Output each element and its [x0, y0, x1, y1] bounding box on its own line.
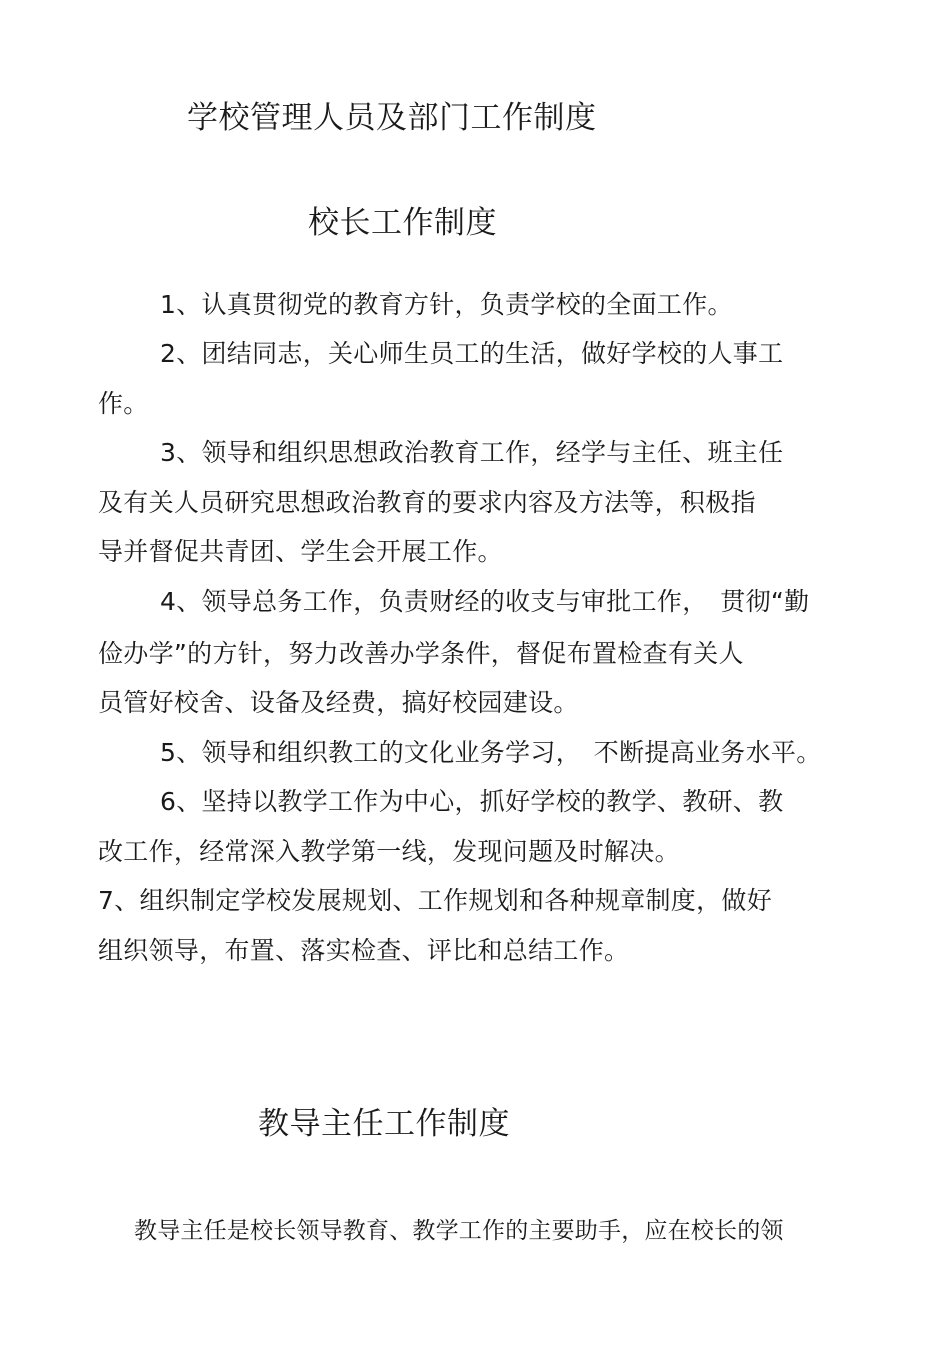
dean-intro-paragraph: 教导主任是校长领导教育、教学工作的主要助手，应在校长的领 [134, 1218, 784, 1244]
section-heading-dean: 教导主任工作制度 [258, 1106, 510, 1142]
rule-line: 及有关人员研究思想政治教育的要求内容及方法等，积极指 [98, 488, 756, 517]
rule-line: 改工作，经常深入教学第一线，发现问题及时解决。 [98, 837, 680, 866]
rule-line: 7、组织制定学校发展规划、工作规划和各种规章制度，做好 [98, 886, 773, 915]
rule-line: 作。 [98, 389, 149, 418]
rule-line: 导并督促共青团、学生会开展工作。 [98, 537, 503, 566]
rule-line: 1、认真贯彻党的教育方针，负责学校的全面工作。 [160, 290, 733, 319]
rule-line: 组织领导，布置、落实检查、评比和总结工作。 [98, 936, 630, 965]
rule-line: 4、领导总务工作，负责财经的收支与审批工作， 贯彻“勤 [160, 587, 810, 616]
document-title: 学校管理人员及部门工作制度 [187, 100, 597, 136]
rule-line: 俭办学”的方针，努力改善办学条件，督促布置检查有关人 [98, 639, 744, 668]
rule-line: 2、团结同志，关心师生员工的生活，做好学校的人事工 [160, 339, 784, 368]
rule-line: 员管好校舍、设备及经费，搞好校园建设。 [98, 688, 579, 717]
rule-line: 6、坚持以教学工作为中心，抓好学校的教学、教研、教 [160, 787, 784, 816]
rule-line: 3、领导和组织思想政治教育工作，经学与主任、班主任 [160, 438, 784, 467]
rule-line: 5、领导和组织教工的文化业务学习， 不断提高业务水平。 [160, 738, 822, 767]
section-heading-principal: 校长工作制度 [308, 205, 497, 241]
